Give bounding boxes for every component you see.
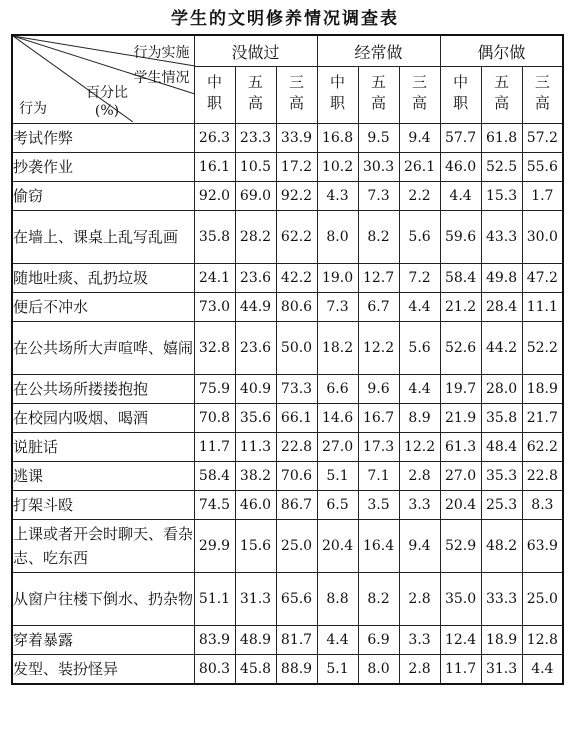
table-row [12,124,563,153]
percent-cell: 57.7 [440,124,481,153]
percent-cell: 3.5 [358,491,399,520]
percent-cell: 48.2 [481,520,522,573]
percent-cell: 59.6 [440,211,481,264]
table-row [12,655,563,685]
subcolumn-header: 中职 [194,67,235,124]
behavior-label: 说脏话 [12,433,194,462]
percent-cell: 19.7 [440,375,481,404]
percent-cell: 6.7 [358,293,399,322]
percent-cell: 6.9 [358,626,399,655]
percent-cell: 61.3 [440,433,481,462]
table-row [12,520,563,573]
percent-cell: 2.8 [399,655,440,685]
percent-cell: 65.6 [276,573,317,626]
percent-cell: 42.2 [276,264,317,293]
percent-cell: 20.4 [317,520,358,573]
percent-cell: 4.4 [440,182,481,211]
table-row [12,264,563,293]
behavior-label: 穿着暴露 [12,626,194,655]
subcolumn-header: 五高 [235,67,276,124]
percent-cell: 92.2 [276,182,317,211]
percent-cell: 74.5 [194,491,235,520]
percent-cell: 44.9 [235,293,276,322]
percent-cell: 25.0 [276,520,317,573]
behavior-label: 从窗户往楼下倒水、扔杂物 [12,573,194,626]
percent-cell: 4.4 [522,655,563,685]
percent-cell: 80.3 [194,655,235,685]
corner-label-behavior: 行为 [19,101,47,117]
percent-cell: 27.0 [440,462,481,491]
percent-cell: 75.9 [194,375,235,404]
percent-cell: 22.8 [276,433,317,462]
percent-cell: 70.6 [276,462,317,491]
percent-cell: 7.2 [399,264,440,293]
percent-cell: 31.3 [235,573,276,626]
subcolumn-header: 五高 [358,67,399,124]
percent-cell: 21.9 [440,404,481,433]
percent-cell: 1.7 [522,182,563,211]
percent-cell: 35.0 [440,573,481,626]
percent-cell: 21.7 [522,404,563,433]
percent-cell: 80.6 [276,293,317,322]
percent-cell: 19.0 [317,264,358,293]
percent-cell: 46.0 [235,491,276,520]
percent-cell: 9.5 [358,124,399,153]
group-header-sometimes: 偶尔做 [440,35,563,67]
percent-cell: 18.2 [317,322,358,375]
percent-cell: 61.8 [481,124,522,153]
percent-cell: 30.0 [522,211,563,264]
corner-label-implement: 行为实施 [133,45,190,61]
percent-cell: 23.3 [235,124,276,153]
table-title: 学生的文明修养情况调查表 [171,9,399,29]
table-row [12,626,563,655]
table-row [12,433,563,462]
percent-cell: 17.2 [276,153,317,182]
percent-cell: 25.0 [522,573,563,626]
percent-cell: 25.3 [481,491,522,520]
percent-cell: 12.4 [440,626,481,655]
percent-cell: 7.3 [317,293,358,322]
percent-cell: 32.8 [194,322,235,375]
percent-cell: 7.3 [358,182,399,211]
percent-cell: 8.8 [317,573,358,626]
percent-cell: 29.9 [194,520,235,573]
percent-cell: 57.2 [522,124,563,153]
percent-cell: 4.4 [317,626,358,655]
table-row [12,491,563,520]
percent-cell: 47.2 [522,264,563,293]
percent-cell: 26.3 [194,124,235,153]
survey-table [11,34,564,685]
percent-cell: 73.3 [276,375,317,404]
corner-label-student-status: 学生情况 [133,70,190,86]
percent-cell: 3.3 [399,626,440,655]
percent-cell: 48.9 [235,626,276,655]
percent-cell: 28.4 [481,293,522,322]
percent-cell: 45.8 [235,655,276,685]
subcolumn-header: 三高 [522,67,563,124]
percent-cell: 5.6 [399,211,440,264]
percent-cell: 28.0 [481,375,522,404]
percent-cell: 73.0 [194,293,235,322]
subcolumn-header: 中职 [440,67,481,124]
percent-cell: 27.0 [317,433,358,462]
percent-cell: 62.2 [276,211,317,264]
percent-cell: 16.1 [194,153,235,182]
percent-cell: 62.2 [522,433,563,462]
percent-cell: 11.7 [440,655,481,685]
percent-cell: 8.0 [358,655,399,685]
percent-cell: 70.8 [194,404,235,433]
behavior-label: 在公共场所大声喧哗、嬉闹 [12,322,194,375]
percent-cell: 44.2 [481,322,522,375]
percent-cell: 88.9 [276,655,317,685]
percent-cell: 8.3 [522,491,563,520]
percent-cell: 52.5 [481,153,522,182]
subcolumn-header: 中职 [317,67,358,124]
table-row [12,573,563,626]
percent-cell: 55.6 [522,153,563,182]
percent-cell: 3.3 [399,491,440,520]
percent-cell: 6.6 [317,375,358,404]
subcolumn-header: 三高 [399,67,440,124]
percent-cell: 16.4 [358,520,399,573]
table-row [12,293,563,322]
percent-cell: 46.0 [440,153,481,182]
percent-cell: 17.3 [358,433,399,462]
behavior-label: 随地吐痰、乱扔垃圾 [12,264,194,293]
percent-cell: 48.4 [481,433,522,462]
percent-cell: 52.9 [440,520,481,573]
percent-cell: 18.9 [481,626,522,655]
percent-cell: 52.6 [440,322,481,375]
percent-cell: 15.6 [235,520,276,573]
percent-cell: 66.1 [276,404,317,433]
percent-cell: 18.9 [522,375,563,404]
table-row [12,375,563,404]
percent-cell: 8.2 [358,573,399,626]
percent-cell: 8.2 [358,211,399,264]
subcolumn-header: 五高 [481,67,522,124]
percent-cell: 22.8 [522,462,563,491]
percent-cell: 6.5 [317,491,358,520]
percent-cell: 9.4 [399,124,440,153]
percent-cell: 35.8 [194,211,235,264]
percent-cell: 51.1 [194,573,235,626]
percent-cell: 9.6 [358,375,399,404]
percent-cell: 35.3 [481,462,522,491]
group-header-never: 没做过 [194,35,317,67]
percent-cell: 33.9 [276,124,317,153]
behavior-label: 在墙上、课桌上乱写乱画 [12,211,194,264]
percent-cell: 69.0 [235,182,276,211]
percent-cell: 26.1 [399,153,440,182]
table-row [12,322,563,375]
table-row [12,211,563,264]
percent-cell: 12.7 [358,264,399,293]
percent-cell: 30.3 [358,153,399,182]
percent-cell: 7.1 [358,462,399,491]
percent-cell: 11.1 [522,293,563,322]
behavior-label: 发型、装扮怪异 [12,655,194,685]
percent-cell: 63.9 [522,520,563,573]
percent-cell: 24.1 [194,264,235,293]
table-row [12,404,563,433]
percent-cell: 16.7 [358,404,399,433]
percent-cell: 4.3 [317,182,358,211]
percent-cell: 20.4 [440,491,481,520]
behavior-label: 便后不冲水 [12,293,194,322]
behavior-label: 在公共场所搂搂抱抱 [12,375,194,404]
percent-cell: 92.0 [194,182,235,211]
percent-cell: 11.3 [235,433,276,462]
percent-cell: 21.2 [440,293,481,322]
percent-cell: 28.2 [235,211,276,264]
percent-cell: 8.9 [399,404,440,433]
percent-cell: 12.2 [358,322,399,375]
table-row [12,153,563,182]
percent-cell: 52.2 [522,322,563,375]
percent-cell: 23.6 [235,322,276,375]
percent-cell: 14.6 [317,404,358,433]
corner-label-percent: 百分比(%) [86,85,128,119]
table-row [12,182,563,211]
percent-cell: 2.2 [399,182,440,211]
percent-cell: 2.8 [399,462,440,491]
percent-cell: 23.6 [235,264,276,293]
percent-cell: 81.7 [276,626,317,655]
percent-cell: 5.1 [317,462,358,491]
percent-cell: 33.3 [481,573,522,626]
percent-cell: 58.4 [440,264,481,293]
corner-header-cell [12,35,194,124]
percent-cell: 50.0 [276,322,317,375]
percent-cell: 49.8 [481,264,522,293]
behavior-label: 在校园内吸烟、喝酒 [12,404,194,433]
percent-cell: 2.8 [399,573,440,626]
percent-cell: 10.2 [317,153,358,182]
percent-cell: 15.3 [481,182,522,211]
percent-cell: 5.1 [317,655,358,685]
percent-cell: 4.4 [399,293,440,322]
percent-cell: 10.5 [235,153,276,182]
percent-cell: 4.4 [399,375,440,404]
behavior-label: 逃课 [12,462,194,491]
behavior-label: 抄袭作业 [12,153,194,182]
percent-cell: 12.8 [522,626,563,655]
percent-cell: 35.6 [235,404,276,433]
behavior-label: 上课或者开会时聊天、看杂志、吃东西 [12,520,194,573]
subcolumn-header: 三高 [276,67,317,124]
percent-cell: 40.9 [235,375,276,404]
percent-cell: 16.8 [317,124,358,153]
percent-cell: 9.4 [399,520,440,573]
percent-cell: 83.9 [194,626,235,655]
behavior-label: 打架斗殴 [12,491,194,520]
percent-cell: 31.3 [481,655,522,685]
percent-cell: 5.6 [399,322,440,375]
group-header-often: 经常做 [317,35,440,67]
table-row [12,462,563,491]
percent-cell: 35.8 [481,404,522,433]
percent-cell: 38.2 [235,462,276,491]
percent-cell: 11.7 [194,433,235,462]
percent-cell: 43.3 [481,211,522,264]
percent-cell: 58.4 [194,462,235,491]
percent-cell: 12.2 [399,433,440,462]
behavior-label: 考试作弊 [12,124,194,153]
percent-cell: 86.7 [276,491,317,520]
percent-cell: 8.0 [317,211,358,264]
behavior-label: 偷窃 [12,182,194,211]
